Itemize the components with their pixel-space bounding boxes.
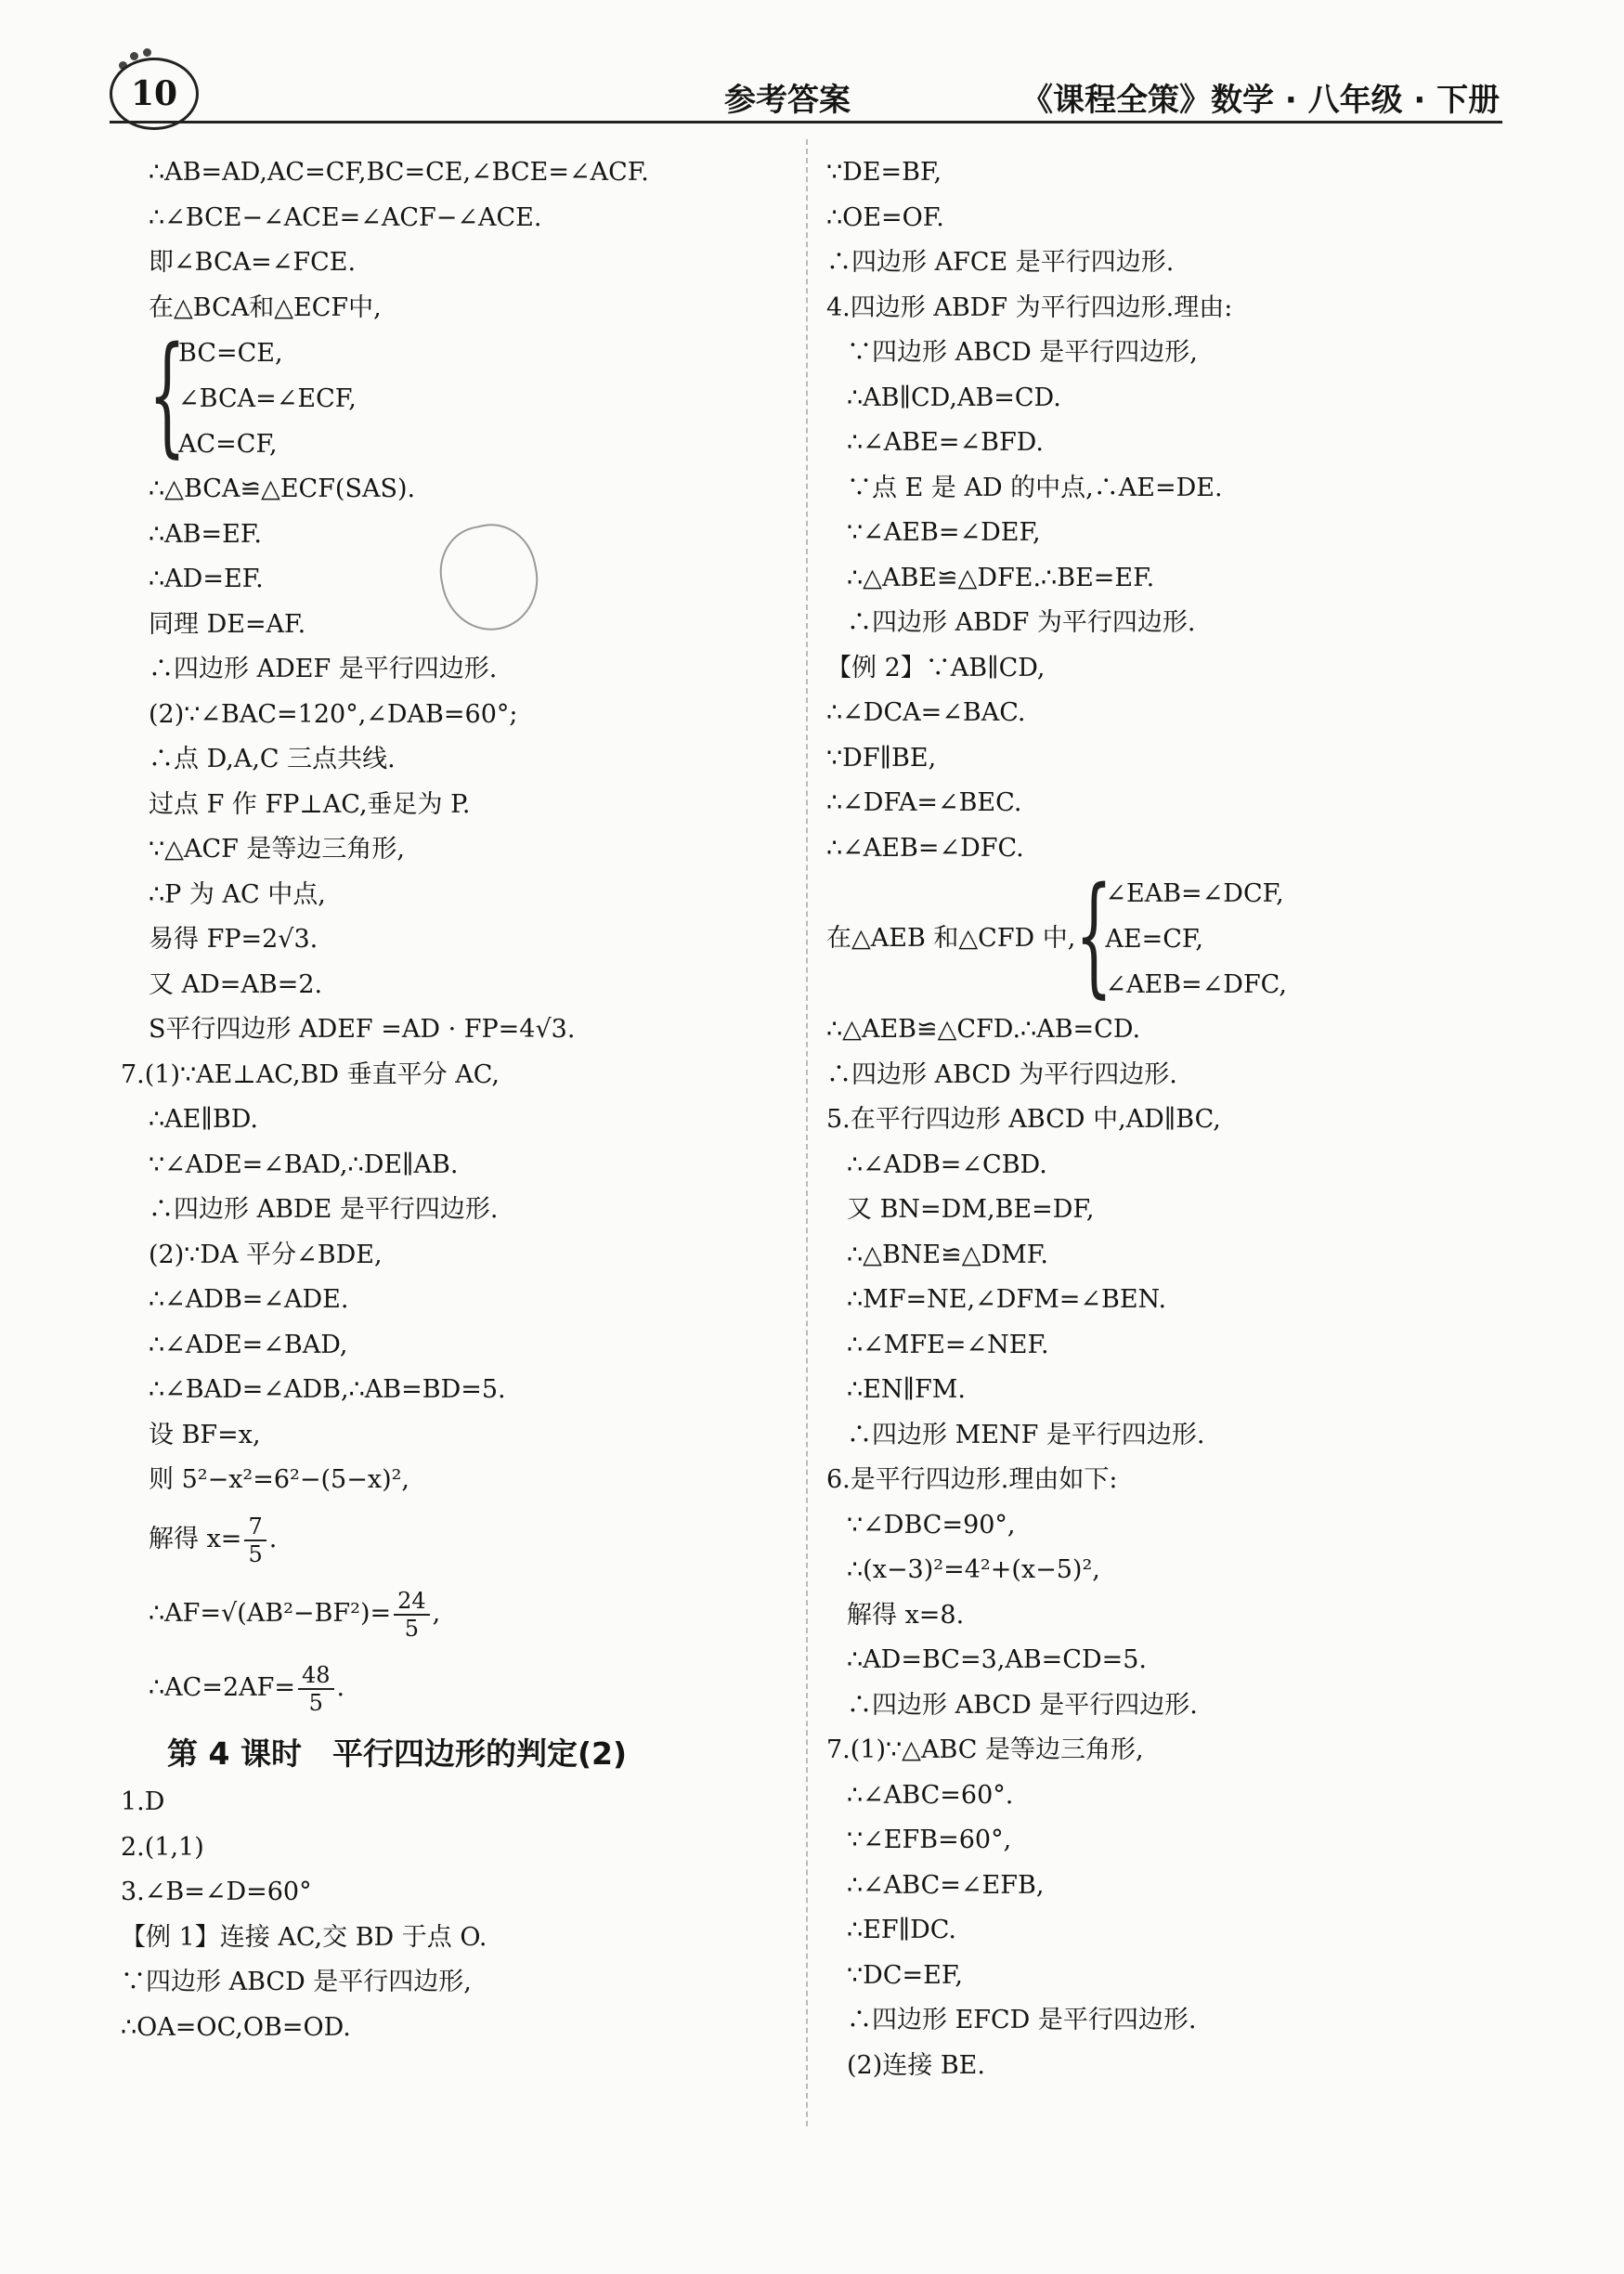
text-line: 同理 DE=AF. xyxy=(149,609,306,639)
text-line: ∴∠DFA=∠BEC. xyxy=(826,788,1022,817)
text-span: ∴AF=√(AB²−BF²)= xyxy=(149,1599,392,1629)
text-line: ∴∠BCE−∠ACE=∠ACF−∠ACE. xyxy=(149,202,542,232)
header-center-title: 参考答案 xyxy=(724,82,851,119)
text-line: 过点 F 作 FP⊥AC,垂足为 P. xyxy=(149,789,471,819)
text-line: ∴AD=BC=3,AB=CD=5. xyxy=(847,1645,1147,1674)
text-line: (2)连接 BE. xyxy=(847,2050,985,2080)
text-line: ∠BCA=∠ECF, xyxy=(178,384,357,413)
text-line: ∴△BNE≌△DMF. xyxy=(847,1240,1048,1269)
text-line: ∴AD=EF. xyxy=(149,565,264,593)
text-line: ∴∠ABE=∠BFD. xyxy=(847,428,1044,457)
text-line: S平行四边形 ADEF =AD · FP=4√3. xyxy=(149,1015,576,1044)
text-line: ∴∠ABC=∠EFB, xyxy=(847,1870,1045,1900)
text-line: ∴∠MFE=∠NEF. xyxy=(847,1330,1049,1359)
text-line: ∠AEB=∠DFC, xyxy=(1105,970,1287,999)
text-line: ∴四边形 MENF 是平行四边形. xyxy=(847,1420,1205,1449)
answer-line: 2.(1,1) xyxy=(121,1832,204,1862)
text-line: BC=CE, xyxy=(178,339,283,368)
fraction xyxy=(244,1514,266,1567)
equation-system xyxy=(149,319,789,471)
text-line: ∴AE∥BD. xyxy=(149,1105,258,1134)
text-line: ∠EAB=∠DCF, xyxy=(1105,879,1284,908)
text-span: 解得 x= xyxy=(149,1525,242,1554)
text-line: 5.在平行四边形 ABCD 中,AD∥BC, xyxy=(826,1105,1221,1134)
text-line: ∴四边形 ADEF 是平行四边形. xyxy=(149,655,498,683)
fraction-line xyxy=(149,1652,789,1726)
text-line: ∴∠AEB=∠DFC. xyxy=(826,833,1024,863)
text-line: ∴MF=NE,∠DFM=∠BEN. xyxy=(847,1285,1167,1314)
header-rule xyxy=(110,121,1502,123)
text-line: 易得 FP=2√3. xyxy=(149,925,318,954)
text-line: (2)∵DA 平分∠BDE, xyxy=(149,1240,383,1269)
page-header xyxy=(0,0,1624,130)
fraction-line xyxy=(149,1503,789,1578)
numerator: 48 xyxy=(298,1662,334,1690)
text-line: ∴∠BAD=∠ADB,∴AB=BD=5. xyxy=(149,1375,506,1404)
example-line: 【例 1】连接 AC,交 BD 于点 O. xyxy=(121,1922,487,1952)
text-line: AE=CF, xyxy=(1105,925,1203,954)
text-line: 7.(1)∵AE⊥AC,BD 垂直平分 AC, xyxy=(121,1059,500,1089)
text-line: ∴∠ADB=∠ADE. xyxy=(149,1285,349,1314)
text-line: 在△AEB 和△CFD 中, xyxy=(826,924,1076,954)
text-span: ∴AC=2AF= xyxy=(149,1673,295,1703)
text-line: ∴四边形 EFCD 是平行四边形. xyxy=(847,2006,1197,2034)
page-number: 10 xyxy=(110,58,199,130)
text-line: 又 AD=AB=2. xyxy=(149,969,323,999)
text-line: ∴P 为 AC 中点, xyxy=(149,879,326,909)
text-line: 设 BF=x, xyxy=(149,1420,261,1449)
text-line: ∴四边形 ABDF 为平行四边形. xyxy=(847,608,1196,637)
text-line: ∵∠EFB=60°, xyxy=(847,1826,1012,1854)
text-line: ∴∠DCA=∠BAC. xyxy=(826,698,1026,727)
text-line: ∵点 E 是 AD 的中点,∴AE=DE. xyxy=(847,473,1223,502)
column-divider xyxy=(806,139,808,2126)
answer-line: 3.∠B=∠D=60° xyxy=(121,1878,312,1906)
left-column xyxy=(121,150,789,2050)
fraction-line xyxy=(149,1578,789,1652)
brace-icon: { xyxy=(149,319,187,471)
text-line: 7.(1)∵△ABC 是等边三角形, xyxy=(826,1735,1144,1764)
text-line: ∵DC=EF, xyxy=(847,1960,963,1990)
answer-line: 1.D xyxy=(121,1787,165,1816)
text-line: 则 5²−x²=6²−(5−x)², xyxy=(149,1465,410,1494)
example-line: 【例 2】∵AB∥CD, xyxy=(826,653,1046,682)
text-line: 4.四边形 ABDF 为平行四边形.理由: xyxy=(826,292,1233,322)
fraction xyxy=(298,1662,334,1716)
text-line: ∴AB=AD,AC=CF,BC=CE,∠BCE=∠ACF. xyxy=(149,158,649,187)
text-line: ∴四边形 ABCD 是平行四边形. xyxy=(847,1690,1198,1720)
text-line: 即∠BCA=∠FCE. xyxy=(149,248,357,277)
text-line: ∴四边形 ABCD 为平行四边形. xyxy=(826,1059,1177,1089)
text-line: 6.是平行四边形.理由如下: xyxy=(826,1465,1118,1494)
text-span: . xyxy=(268,1525,278,1554)
text-line: ∵∠ADE=∠BAD,∴DE∥AB. xyxy=(149,1150,459,1179)
text-line: ∴△AEB≌△CFD.∴AB=CD. xyxy=(826,1015,1141,1044)
text-line: 解得 x=8. xyxy=(847,1600,965,1630)
text-line: ∴EN∥FM. xyxy=(847,1375,966,1404)
fraction xyxy=(394,1588,430,1642)
text-line: ∵DF∥BE, xyxy=(826,743,937,773)
text-line: ∴∠ADE=∠BAD, xyxy=(149,1330,348,1359)
text-line: 又 BN=DM,BE=DF, xyxy=(847,1195,1095,1224)
header-book-title: 《课程全策》数学 · 八年级 · 下册 xyxy=(1021,82,1501,119)
text-line: ∴OE=OF. xyxy=(826,202,944,232)
text-line: ∵DE=BF, xyxy=(826,158,942,187)
denominator: 5 xyxy=(248,1540,263,1567)
text-line: ∴AB∥CD,AB=CD. xyxy=(847,383,1061,412)
text-line: ∴AB=EF. xyxy=(149,519,262,549)
text-line: ∵∠AEB=∠DEF, xyxy=(847,518,1041,547)
denominator: 5 xyxy=(404,1615,420,1642)
text-span: . xyxy=(336,1673,345,1703)
text-line: ∴EF∥DC. xyxy=(847,1916,957,1944)
text-line: ∴四边形 ABDE 是平行四边形. xyxy=(149,1195,499,1224)
right-column xyxy=(826,150,1504,2088)
text-line: (2)∵∠BAC=120°,∠DAB=60°; xyxy=(149,699,518,729)
denominator: 5 xyxy=(308,1689,323,1716)
text-line: ∴△BCA≌△ECF(SAS). xyxy=(149,474,416,503)
text-line: ∵∠DBC=90°, xyxy=(847,1510,1016,1540)
text-line: ∵四边形 ABCD 是平行四边形, xyxy=(121,1968,472,1996)
numerator: 24 xyxy=(394,1588,430,1616)
text-line: 在△BCA和△ECF中, xyxy=(149,292,382,322)
text-span: , xyxy=(432,1599,441,1629)
brace-icon: { xyxy=(1075,860,1113,1011)
text-line: AC=CF, xyxy=(178,430,278,459)
section-title: 第 4 课时 平行四边形的判定(2) xyxy=(167,1735,628,1772)
text-line: ∴四边形 AFCE 是平行四边形. xyxy=(826,248,1175,277)
numerator: 7 xyxy=(244,1514,266,1541)
text-line: ∴∠ABC=60°. xyxy=(847,1780,1014,1810)
text-line: ∴(x−3)²=4²+(x−5)², xyxy=(847,1555,1100,1584)
equation-system xyxy=(826,860,1504,1011)
text-line: ∴∠ADB=∠CBD. xyxy=(847,1150,1047,1179)
text-line: ∴点 D,A,C 三点共线. xyxy=(149,745,396,773)
text-line: ∴△ABE≌△DFE.∴BE=EF. xyxy=(847,563,1155,592)
text-line: ∵△ACF 是等边三角形, xyxy=(149,835,405,864)
text-line: ∵四边形 ABCD 是平行四边形, xyxy=(847,338,1198,367)
text-line: ∴OA=OC,OB=OD. xyxy=(121,2012,351,2042)
